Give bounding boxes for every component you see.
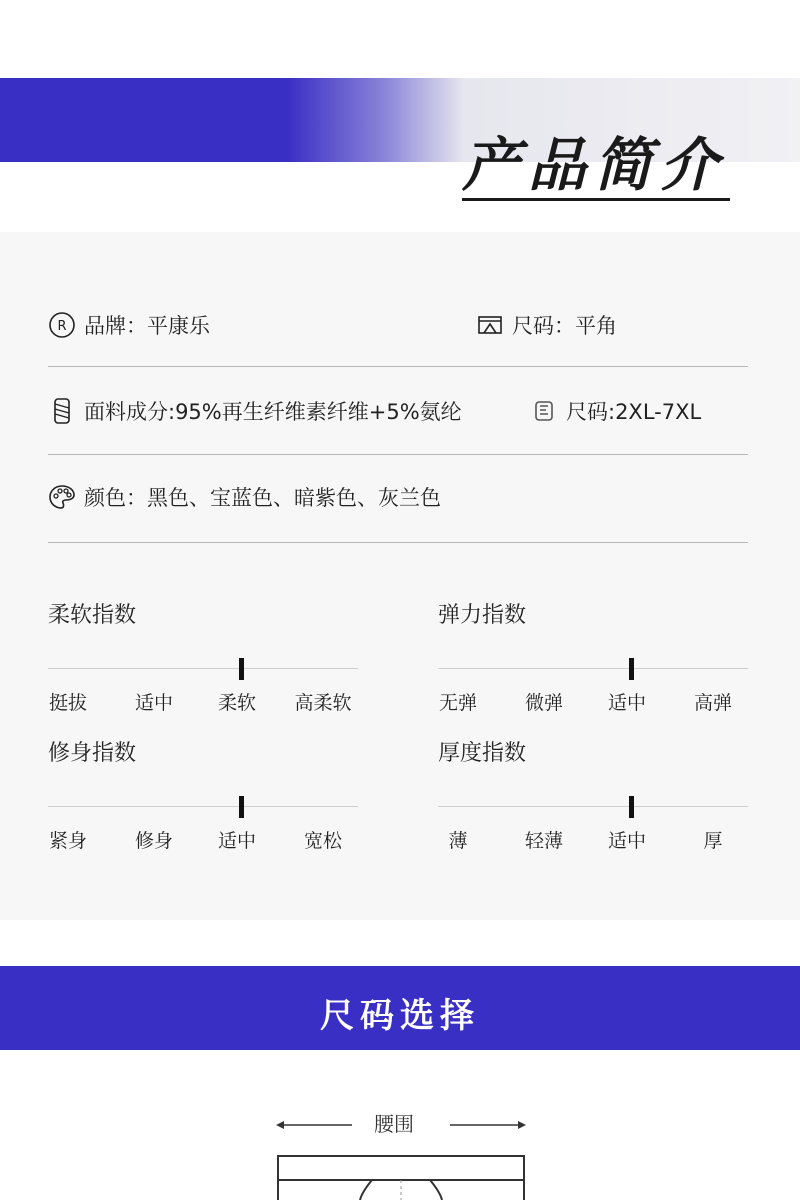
index-tick-label: 挺拔 [48, 692, 88, 714]
fabric-label: 面料成分:95%再生纤维素纤维+5%氨纶 [84, 400, 462, 424]
registered-icon [48, 311, 76, 339]
index-tick-label: 高柔软 [294, 692, 352, 714]
size-range-row [530, 396, 760, 426]
index-tick-label: 轻薄 [524, 830, 564, 852]
measure-icon [530, 397, 558, 425]
index-title: 柔软指数 [48, 603, 137, 628]
index-tick-label: 修身 [134, 830, 174, 852]
index-title: 弹力指数 [438, 603, 527, 628]
divider [48, 454, 748, 455]
svg-text:R: R [57, 319, 67, 334]
index-track [48, 806, 358, 807]
style-label: 尺码：平角 [512, 314, 617, 338]
size-range-label: 尺码:2XL-7XL [566, 400, 702, 424]
index-track [48, 668, 358, 669]
index-level-marker [239, 658, 244, 680]
underwear-icon [476, 311, 504, 339]
colors-label: 颜色：黑色、宝蓝色、暗紫色、灰兰色 [84, 486, 441, 510]
colors-row [48, 482, 748, 512]
index-tick-label: 宽松 [303, 830, 343, 852]
palette-icon [48, 483, 76, 511]
index-tick-label: 紧身 [48, 830, 88, 852]
page-title: 产品简介 [462, 132, 730, 201]
index-tick-label: 适中 [607, 830, 647, 852]
index-tick-label: 柔软 [217, 692, 257, 714]
fabric-roll-icon [48, 397, 76, 425]
index-tick-label: 无弹 [438, 692, 478, 714]
waist-label: 腰围 [374, 1112, 414, 1136]
index-track [438, 668, 748, 669]
index-tick-label: 薄 [448, 830, 468, 852]
briefs-outline [0, 1080, 800, 1200]
divider [48, 366, 748, 367]
index-level-marker [629, 658, 634, 680]
index-track [438, 806, 748, 807]
index-title: 修身指数 [48, 741, 137, 766]
index-level-marker [239, 796, 244, 818]
style-row [476, 310, 756, 340]
product-info-panel [0, 232, 800, 920]
index-tick-label: 适中 [217, 830, 257, 852]
divider [48, 542, 748, 543]
index-tick-label: 适中 [607, 692, 647, 714]
size-diagram [0, 1080, 800, 1200]
size-section-title: 尺码选择 [320, 996, 480, 1036]
index-level-marker [629, 796, 634, 818]
index-tick-label: 高弹 [693, 692, 733, 714]
index-tick-label: 厚 [703, 830, 723, 852]
index-tick-label: 适中 [134, 692, 174, 714]
index-title: 厚度指数 [438, 741, 527, 766]
size-section-banner [0, 966, 800, 1050]
index-tick-label: 微弹 [524, 692, 564, 714]
brand-label: 品牌：平康乐 [84, 314, 210, 338]
